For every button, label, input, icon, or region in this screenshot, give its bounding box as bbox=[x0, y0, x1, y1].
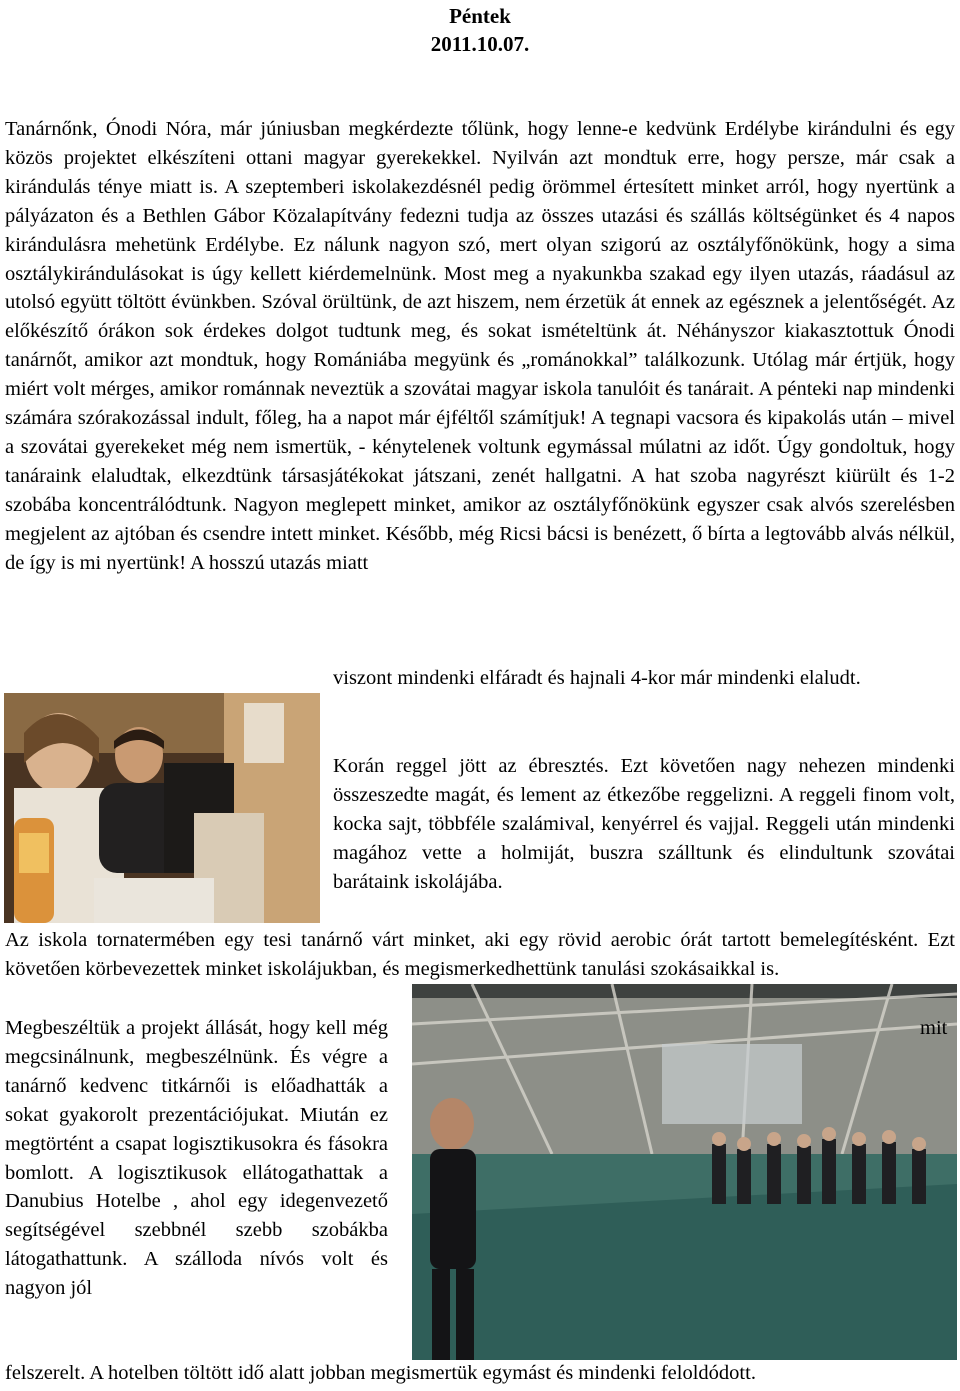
paragraph-project bbox=[5, 1014, 388, 1303]
paragraph-morning: Korán reggel jött az ébresztés. Ezt követően nagy nehezen mindenki összeszedte magát, és lement az étkezőbe reggelizni. A reggeli finom volt, kocka sajt, többféle szalámival, kenyérrel és vajjal. Reggeli után mindenki magához vette a holmiját, buszra szálltunk és elindultunk szovátai barátaink iskolájába. bbox=[333, 755, 955, 893]
paragraph-project-mit: mit bbox=[920, 1017, 948, 1039]
paragraph-project-lead: Megbeszéltük a projekt állását, hogy bbox=[5, 1017, 310, 1039]
photo-dorm-room bbox=[4, 693, 320, 923]
paragraph-gym-text: Az iskola tornatermében egy tesi tanárnő várt minket, aki egy rövid aerobic órát tartott bemelegítésként. Ezt követően körbevezettek minket iskolájukban, és megismerkedhettünk tanulási szokásaikkal is. bbox=[5, 929, 955, 980]
photo-gym-aerobic bbox=[412, 984, 957, 1360]
day-heading: Péntek bbox=[449, 4, 511, 28]
paragraph-gym bbox=[5, 926, 955, 984]
date-heading: 2011.10.07. bbox=[430, 32, 530, 56]
page-header bbox=[0, 2, 960, 58]
paragraph-intro: Tanárnőnk, Ónodi Nóra, már júniusban megkérdezte tőlünk, hogy lenne-e kedvünk Erdélybe kirándulni és egy közös projektet elkészíteni ottani magyar gyerekekkel. Nyilván azt mondtuk erre, hogy persze, már csak a kirándulás ténye miatt is. A szeptemberi iskolakezdésnél pedig örömmel értesített minket arról, hogy nyertünk a pályázaton és a Bethlen Gábor Közalapítvány fedezni tudja az összes utazási és szállás költségünket és 4 napos kirándulásra mehetünk Erdélybe. Ez nálunk nagyon szó, mert olyan szigorú az osztályfőnökünk, hogy a sima osztálykirándulásokat is úgy kellett kiérdemelnünk. Most meg a nyakunkba szakad egy ilyen utazás, ráadásul az utolsó együtt töltött évünkben. Szóval örültünk, de azt hiszem, nem érzetük át ennek az egésznek a jelentőségét. Az előkészítő órákon sok érdekes dolgot tudtunk meg, és sokat ismételtünk át. Néhányszor kiakasztottuk Ónodi tanárnőt, amikor azt mondtuk, hogy Romániába megyünk és „románokkal” találkozunk. Utólag már értjük, hogy miért volt mérges, amikor románnak neveztük a szovátai magyar iskola tanulóit és tanárait. A pénteki nap mindenki számára szórakozással indult, főleg, ha a napot már éjféltől számítjuk! A tegnapi vacsora és kipakolás után – mivel a szovátai gyerekeket még nem ismertük, - kénytelenek voltunk egymással múlatni az időt. Úgy gondoltuk, hogy tanáraink elaludtak, elkezdtünk társasjátékokat játszani, zenét hallgatni. A hat szoba nagyrészt kiürült és 1-2 szobába koncentrálódtunk. Nagyon meglepett minket, amikor az osztályfőnökünk egyszer csak alvós szerelésben megjelent az ajtóban és csendre intett minket. Később, még Ricsi bácsi is benézett, ő bírta a legtovább alvás nélkül, de így is mi nyertünk! A hosszú utazás miatt bbox=[5, 118, 955, 574]
paragraph-project-rest: kell még megcsinálnunk, megbeszélnünk. És végre a tanárnő kedvenc titkárnői is előadhatták a sokat gyakorolt prezentációjukat. Miután ez megtörtént a csapat logisztikusokra és fásokra bomlott. A logisztikusok ellátogathattak a Danubius Hotelbe , ahol egy idegenvezető segítségével szebbnél szebb szobákba látogathattunk. A szálloda nívós volt és nagyon jól bbox=[5, 1017, 388, 1300]
paragraph-tired: viszont mindenki elfáradt és hajnali 4-kor már mindenki elaludt. bbox=[333, 667, 861, 689]
paragraph-hotel: felszerelt. A hotelben töltött idő alatt jobban megismertük egymást és mindenki feloldódott. bbox=[5, 1362, 756, 1384]
